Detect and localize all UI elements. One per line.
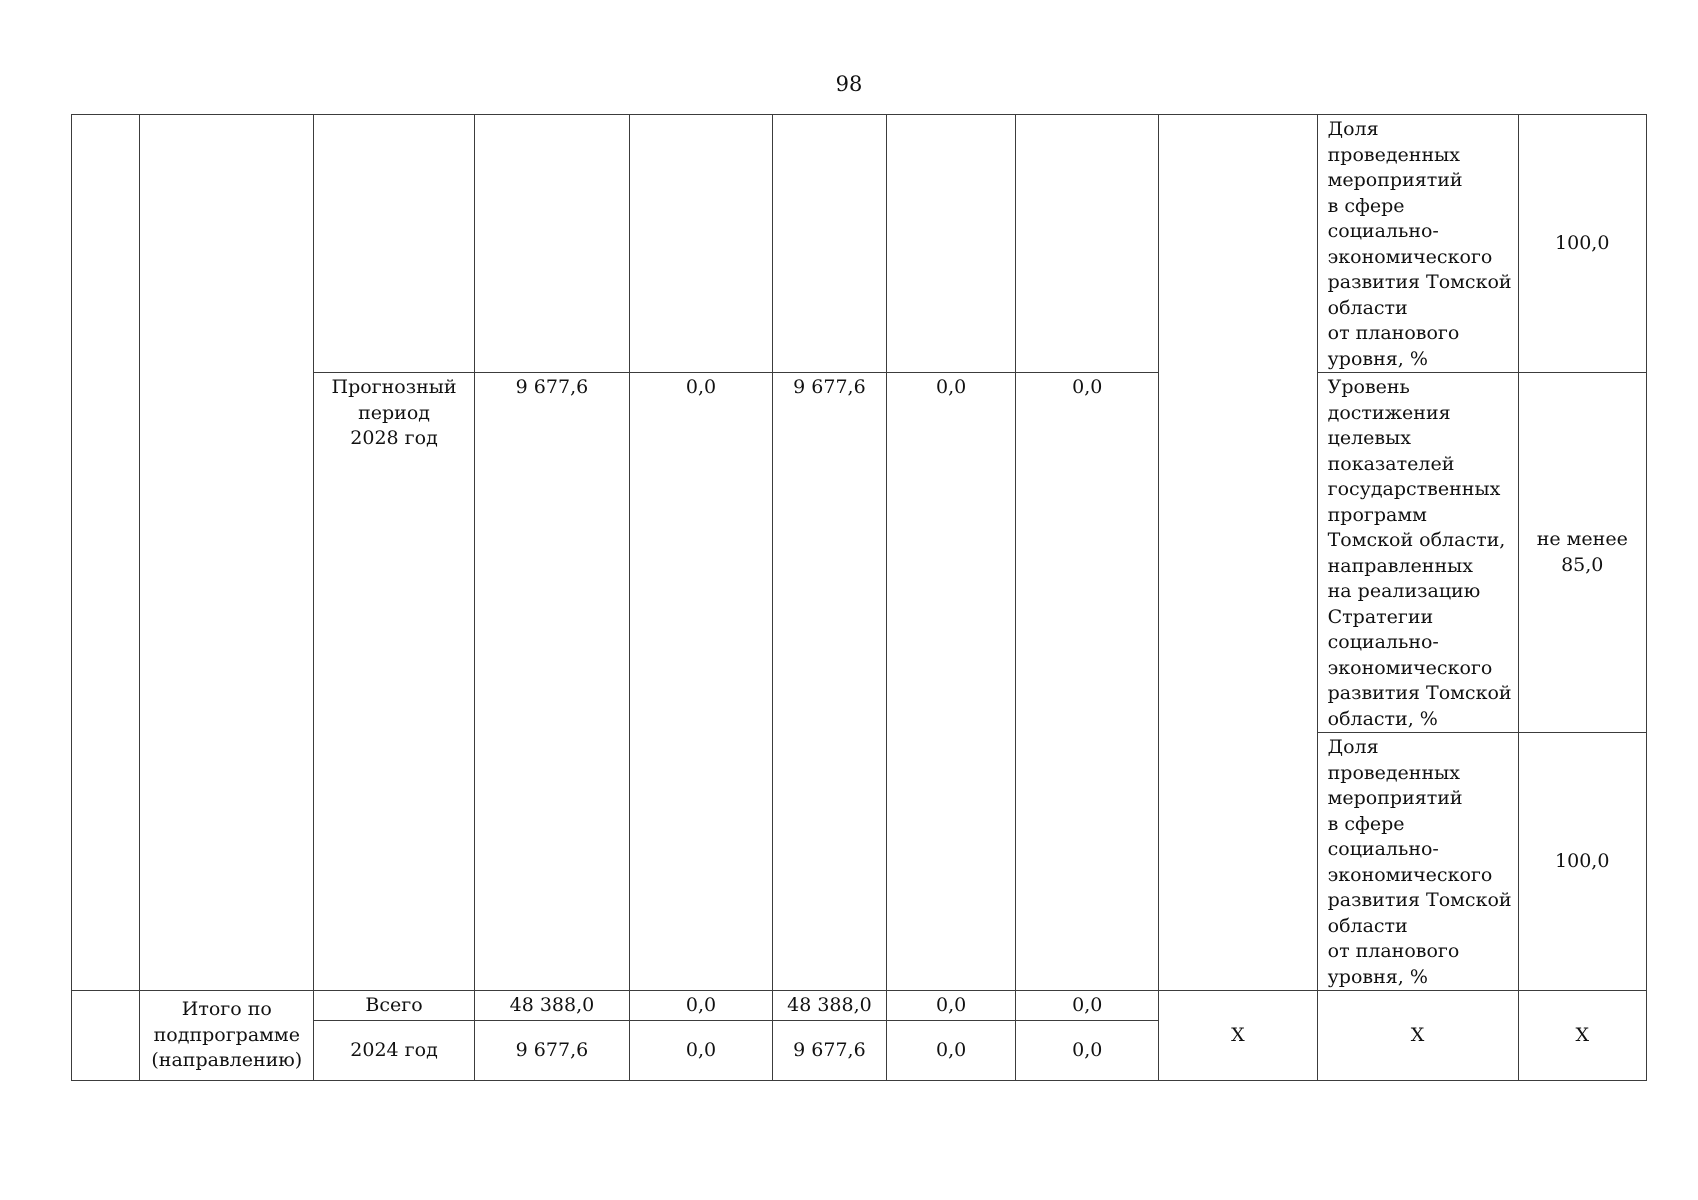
total-row (72, 991, 1647, 1021)
value-cell: 48 388,0 (474, 991, 629, 1021)
value-cell: 9 677,6 (474, 1021, 629, 1081)
value-cell (772, 115, 886, 373)
budget-table (71, 114, 1647, 1081)
number-cell (72, 115, 140, 991)
table-row (72, 115, 1647, 373)
value-cell: 9 677,6 (772, 373, 886, 991)
value-cell: 0,0 (1016, 991, 1159, 1021)
period-cell: Всего (314, 991, 475, 1021)
page-number: 98 (835, 72, 863, 96)
value-cell: 0,0 (630, 373, 773, 991)
value-cell (886, 115, 1015, 373)
value-cell: 0,0 (630, 1021, 773, 1081)
period-cell (314, 115, 475, 373)
indicator-name: Доля проведенных мероприятий в сфере социально- экономического развития Томской области от планового уровня, % (1317, 733, 1518, 991)
value-cell: 9 677,6 (474, 373, 629, 991)
executor-cell (1159, 115, 1317, 991)
value-cell (630, 115, 773, 373)
value-cell: 0,0 (1016, 373, 1159, 991)
x-mark: X (1317, 991, 1518, 1081)
value-cell: 0,0 (886, 1021, 1015, 1081)
period-cell: 2024 год (314, 1021, 475, 1081)
period-cell: Прогнозный период 2028 год (314, 373, 475, 991)
value-cell: 0,0 (1016, 1021, 1159, 1081)
value-cell (1016, 115, 1159, 373)
x-mark: X (1159, 991, 1317, 1081)
indicator-name: Уровень достижения целевых показателей государственных программ Томской области, направленных на реализацию Стратегии социально- экономического развития Томской области, % (1317, 373, 1518, 733)
value-cell: 0,0 (886, 991, 1015, 1021)
value-cell: 0,0 (630, 991, 773, 1021)
indicator-value: не менее 85,0 (1518, 373, 1647, 733)
number-cell (72, 991, 140, 1081)
total-label: Итого по подпрограмме (направлению) (140, 991, 314, 1081)
value-cell: 48 388,0 (772, 991, 886, 1021)
value-cell: 0,0 (886, 373, 1015, 991)
value-cell (474, 115, 629, 373)
x-mark: X (1518, 991, 1647, 1081)
indicator-name: Доля проведенных мероприятий в сфере социально- экономического развития Томской области от планового уровня, % (1317, 115, 1518, 373)
value-cell: 9 677,6 (772, 1021, 886, 1081)
activity-name-cell (140, 115, 314, 991)
indicator-value: 100,0 (1518, 733, 1647, 991)
indicator-value: 100,0 (1518, 115, 1647, 373)
